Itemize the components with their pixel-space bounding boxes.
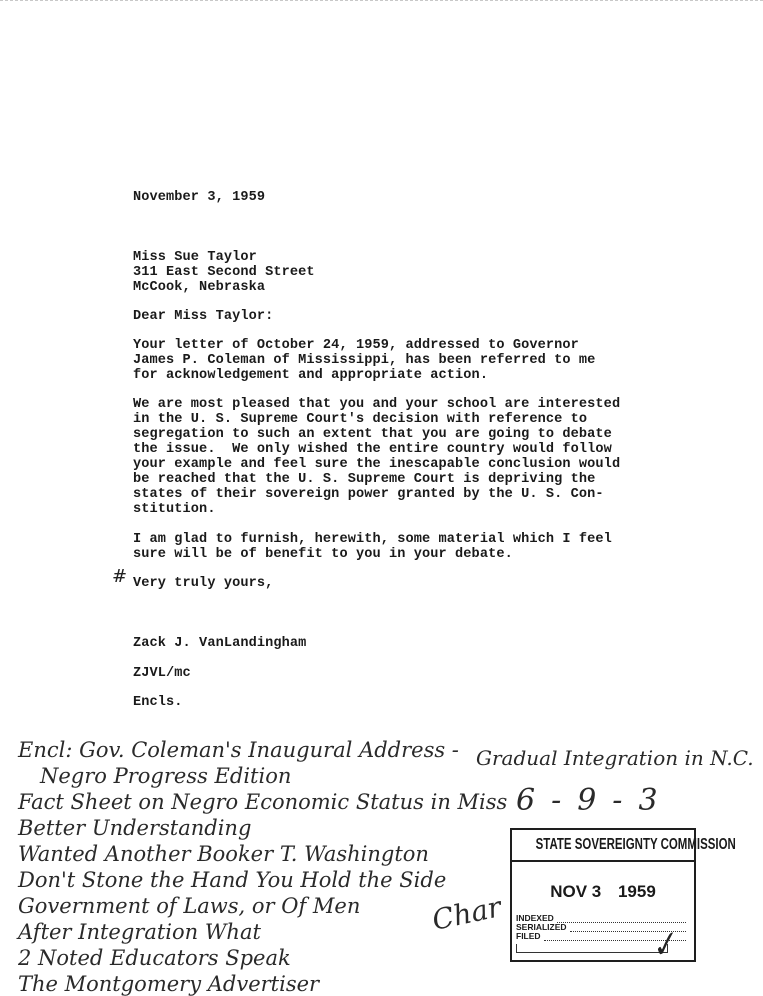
paragraph-2: [133, 397, 693, 517]
paragraph-line: sure will be of benefit to you in your debate.: [133, 547, 513, 562]
stamp-field-label: SERIALIZED: [516, 922, 567, 932]
paragraph-line: your example and feel sure the inescapable conclusion would: [133, 457, 621, 472]
letter-body: [133, 190, 693, 710]
paragraph-line: in the U. S. Supreme Court's decision with reference to: [133, 412, 588, 427]
stamp-month-day: NOV 3: [550, 882, 602, 901]
stamp-title: STATE SOVEREIGNTY COMMISSION: [535, 836, 736, 853]
salutation: Dear Miss Taylor:: [133, 309, 274, 324]
handwritten-note: Fact Sheet on Negro Economic Status in Miss: [18, 790, 508, 814]
stamp-field-label: FILED: [516, 931, 541, 941]
handwritten-file-number: 6-9-3: [516, 783, 674, 818]
handwritten-note: The Montgomery Advertiser: [18, 972, 320, 996]
paragraph-line: be reached that the U. S. Supreme Court is depriving the: [133, 472, 596, 487]
dotted-line: [557, 915, 686, 923]
paragraph-line: We are most pleased that you and your school are interested: [133, 397, 621, 412]
handwritten-note: Better Understanding: [18, 816, 252, 840]
enclosures-label: Encls.: [133, 695, 183, 710]
recipient-street: 311 East Second Street: [133, 265, 315, 280]
stamp-bottom-bracket: [516, 944, 668, 953]
handwritten-note: Wanted Another Booker T. Washington: [18, 842, 429, 866]
handwritten-note: Don't Stone the Hand You Hold the Side: [18, 868, 447, 892]
handwritten-note: Government of Laws, or Of Men: [18, 894, 361, 918]
typist-initials: ZJVL/mc: [133, 666, 191, 681]
stamp-date: [512, 882, 694, 902]
paragraph-line: the issue. We only wished the entire country would follow: [133, 442, 612, 457]
page-top-edge: [0, 0, 763, 2]
handwritten-initials: Char: [429, 890, 505, 937]
handwritten-note: 2 Noted Educators Speak: [18, 946, 291, 970]
paragraph-line: states of their sovereign power granted by the U. S. Con-: [133, 487, 604, 502]
signature-name: Zack J. VanLandingham: [133, 636, 307, 651]
handwritten-note: Negro Progress Edition: [40, 764, 292, 788]
paragraph-line: James P. Coleman of Mississippi, has been referred to me: [133, 353, 596, 368]
closing: Very truly yours,: [133, 576, 274, 591]
handwritten-note: After Integration What: [18, 920, 261, 944]
stamp-check-mark: ✓: [644, 922, 683, 968]
letter-date: November 3, 1959: [133, 190, 266, 205]
recipient-name: Miss Sue Taylor: [133, 250, 257, 265]
paragraph-line: segregation to such an extent that you are going to debate: [133, 427, 612, 442]
paragraph-line: Your letter of October 24, 1959, addressed to Governor: [133, 338, 579, 353]
paragraph-line: for acknowledgement and appropriate action.: [133, 368, 489, 383]
stamp-year: 1959: [617, 882, 656, 901]
commission-stamp: [510, 828, 736, 968]
handwritten-note-right: Gradual Integration in N.C.: [476, 746, 754, 770]
stamp-field-label: INDEXED: [516, 913, 554, 923]
handwritten-paragraph-mark: #: [112, 566, 128, 587]
recipient-city: McCook, Nebraska: [133, 280, 266, 295]
paragraph-line: I am glad to furnish, herewith, some material which I feel: [133, 532, 612, 547]
paragraph-3: [133, 532, 693, 562]
paragraph-line: stitution.: [133, 502, 216, 517]
handwritten-note: Encl: Gov. Coleman's Inaugural Address -: [18, 738, 459, 762]
paragraph-1: [133, 338, 693, 383]
stamp-divider: [512, 860, 694, 862]
